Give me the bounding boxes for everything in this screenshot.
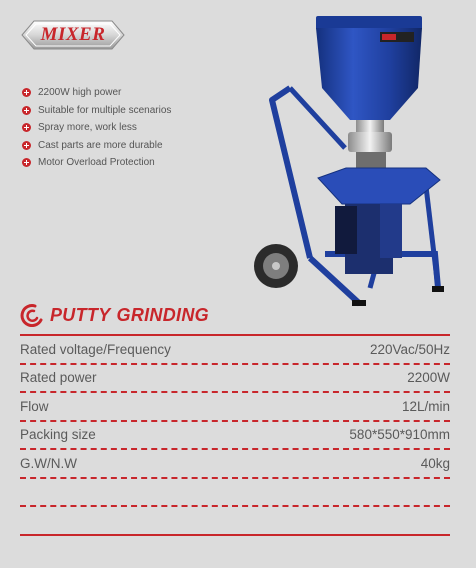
- plus-circle-icon: [22, 123, 31, 132]
- table-row: [20, 365, 450, 392]
- section-title-grinding: GRINDING: [116, 304, 209, 325]
- spec-label: Packing size: [20, 427, 96, 443]
- spec-value: 2200W: [407, 370, 450, 386]
- swirl-logo-icon: [20, 303, 44, 327]
- plus-circle-icon: [22, 88, 31, 97]
- empty-row: [20, 479, 450, 506]
- section-title-putty: PUTTY: [50, 304, 111, 325]
- plus-circle-icon: [22, 158, 31, 167]
- feature-label: Spray more, work less: [38, 122, 137, 134]
- spec-value: 12L/min: [401, 398, 450, 414]
- feature-label: Suitable for multiple scenarios: [38, 104, 172, 116]
- spec-value: 580*550*910mm: [349, 427, 450, 443]
- table-row: [20, 450, 450, 477]
- section-header: [20, 300, 209, 330]
- mixer-machine-image: [250, 8, 455, 308]
- table-row: [20, 422, 450, 449]
- table-row: [20, 336, 450, 363]
- table-row: [20, 393, 450, 420]
- spec-label: Flow: [20, 398, 49, 414]
- badge-label: MIXER: [40, 24, 106, 45]
- feature-item: [22, 154, 171, 172]
- feature-item: [22, 102, 171, 120]
- spec-table: [20, 334, 450, 536]
- spec-label: Rated power: [20, 370, 97, 386]
- spec-value: 40kg: [420, 455, 450, 471]
- feature-label: 2200W high power: [38, 87, 122, 99]
- feature-item: [22, 84, 171, 102]
- spec-label: G.W/N.W: [20, 455, 77, 471]
- spec-value: 220Vac/50Hz: [369, 341, 450, 357]
- feature-label: Motor Overload Protection: [38, 157, 155, 169]
- spec-label: Rated voltage/Frequency: [20, 341, 171, 357]
- table-bottom-rule: [20, 534, 450, 536]
- feature-label: Cast parts are more durable: [38, 139, 163, 151]
- mixer-badge: [20, 20, 126, 50]
- plus-circle-icon: [22, 141, 31, 150]
- feature-list: [22, 84, 171, 172]
- plus-circle-icon: [22, 106, 31, 115]
- feature-item: [22, 137, 171, 155]
- empty-row: [20, 507, 450, 534]
- feature-item: [22, 119, 171, 137]
